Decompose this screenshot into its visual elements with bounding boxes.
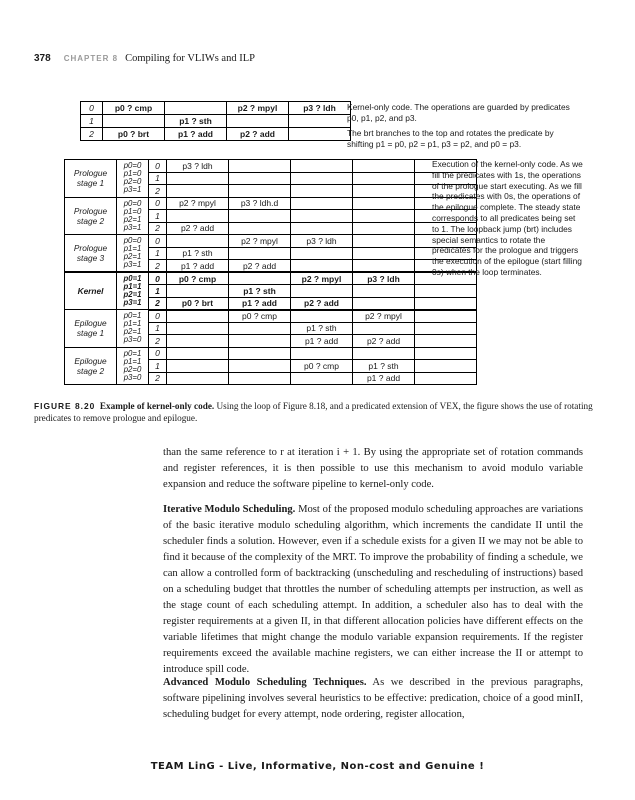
stage-row	[65, 272, 477, 285]
op-cell	[229, 272, 291, 285]
op-cell: p1 ? sth	[229, 285, 291, 298]
stage-label-line: stage 2	[76, 365, 105, 376]
predicate-value: p2=1	[123, 252, 142, 261]
op-cell: p1 ? add	[291, 335, 353, 348]
predicate-value: p0=1	[123, 348, 142, 358]
op-cell: p0 ? brt	[167, 297, 229, 310]
kernel-op-cell	[227, 115, 289, 128]
op-cell	[167, 285, 229, 298]
predicate-value: p3=1	[123, 259, 142, 269]
predicate-values	[117, 160, 149, 198]
predicate-value: p1=1	[123, 356, 142, 366]
stage-label-line: stage 2	[76, 215, 105, 226]
op-cell	[229, 247, 291, 260]
predicate-values	[117, 235, 149, 273]
op-cell: p2 ? mpyl	[167, 197, 229, 210]
op-cell	[229, 360, 291, 373]
cycle-index: 2	[149, 260, 167, 273]
predicate-value: p1=1	[123, 319, 142, 329]
cycle-index: 1	[149, 210, 167, 223]
op-cell	[353, 347, 415, 360]
predicate-value: p1=1	[123, 244, 142, 254]
kernel-op-cell	[103, 115, 165, 128]
cycle-index: 1	[149, 360, 167, 373]
stage-label	[65, 160, 117, 198]
op-cell	[353, 185, 415, 198]
cycle-index: 2	[149, 372, 167, 385]
stage-row	[65, 310, 477, 323]
op-cell	[415, 360, 477, 373]
stage-row	[65, 235, 477, 248]
kernel-op-cell: p1 ? sth	[165, 115, 227, 128]
stage-label	[65, 272, 117, 310]
note-execution: Execution of the kernel-only code. As we fill the predicates with 1s, the operations of the prologue start executing. As we fill the predicates with 0s, the operations of the epilogue complete. The steady state corresponds to all predicates being set to 1. The loopback jump (brt) includes special semantics to rotate the predicates for the prologue and triggers the execution of the epilogue (start filling 0s) when the loop terminates.	[432, 159, 583, 277]
op-cell	[229, 347, 291, 360]
stage-label-line: Prologue	[73, 168, 108, 179]
predicate-values	[117, 347, 149, 385]
op-cell	[291, 260, 353, 273]
stage-row	[65, 160, 477, 173]
predicate-value: p1=1	[123, 282, 142, 292]
op-cell	[353, 197, 415, 210]
op-cell: p2 ? mpyl	[291, 272, 353, 285]
stage-label-line: Epilogue	[74, 355, 107, 366]
op-cell	[167, 335, 229, 348]
op-cell: p2 ? mpyl	[229, 235, 291, 248]
running-head	[34, 53, 255, 64]
cycle-index: 1	[81, 115, 103, 128]
op-cell: p2 ? add	[353, 335, 415, 348]
paragraph-2-heading: Iterative Modulo Scheduling.	[163, 504, 296, 515]
op-cell: p1 ? add	[229, 297, 291, 310]
kernel-code-table	[80, 101, 351, 141]
stage-label-line: Prologue	[73, 205, 108, 216]
cycle-index: 0	[149, 197, 167, 210]
predicate-value: p2=1	[123, 290, 142, 299]
paragraph-3	[163, 675, 583, 723]
paragraph-2	[163, 502, 583, 678]
cycle-index: 0	[149, 310, 167, 323]
figure-caption-text: Using the loop of Figure 8.18, and a predicated extension of VEX, the figure shows the use of rotating predicates to remove prologue and epilogue.	[34, 401, 593, 423]
op-cell	[229, 335, 291, 348]
kernel-code-row	[81, 102, 351, 115]
op-cell	[167, 322, 229, 335]
stage-label-line: Kernel	[77, 286, 104, 296]
op-cell: p2 ? add	[291, 297, 353, 310]
stage-label-line: Prologue	[73, 243, 108, 253]
op-cell: p2 ? add	[229, 260, 291, 273]
cycle-index: 2	[149, 335, 167, 348]
stage-label-line: Epilogue	[74, 318, 107, 329]
op-cell	[415, 285, 477, 298]
op-cell	[415, 322, 477, 335]
predicate-value: p3=1	[123, 297, 142, 307]
predicate-value: p3=1	[123, 222, 142, 232]
op-cell: p2 ? add	[167, 222, 229, 235]
op-cell	[291, 310, 353, 323]
op-cell	[229, 372, 291, 385]
cycle-index: 1	[149, 285, 167, 298]
op-cell	[229, 172, 291, 185]
op-cell	[291, 247, 353, 260]
op-cell	[167, 185, 229, 198]
page-number: 378	[34, 53, 51, 64]
op-cell	[291, 160, 353, 173]
cycle-index: 1	[149, 172, 167, 185]
kernel-op-cell: p1 ? add	[165, 128, 227, 141]
op-cell	[167, 347, 229, 360]
op-cell	[353, 160, 415, 173]
stage-row	[65, 197, 477, 210]
stage-label	[65, 310, 117, 348]
predicate-value: p0=0	[123, 236, 142, 246]
kernel-code-row	[81, 115, 351, 128]
predicate-value: p3=0	[123, 372, 142, 382]
execution-table	[64, 159, 477, 385]
cycle-index: 0	[149, 347, 167, 360]
op-cell	[291, 347, 353, 360]
op-cell	[229, 160, 291, 173]
footer-watermark: TEAM LinG - Live, Informative, Non-cost and Genuine !	[150, 761, 485, 772]
kernel-op-cell: p0 ? cmp	[103, 102, 165, 115]
cycle-index: 1	[149, 247, 167, 260]
predicate-value: p0=0	[123, 198, 142, 208]
kernel-op-cell: p2 ? mpyl	[227, 102, 289, 115]
op-cell	[353, 260, 415, 273]
predicate-value: p0=1	[123, 311, 142, 321]
op-cell: p3 ? ldh	[167, 160, 229, 173]
op-cell	[291, 372, 353, 385]
cycle-index: 1	[149, 322, 167, 335]
kernel-op-cell	[289, 128, 351, 141]
stage-label-line: stage 1	[76, 178, 105, 189]
op-cell	[291, 185, 353, 198]
op-cell	[229, 210, 291, 223]
op-cell	[229, 222, 291, 235]
op-cell: p2 ? mpyl	[353, 310, 415, 323]
stage-row	[65, 347, 477, 360]
note-kernel-only: Kernel-only code. The operations are guarded by predicates p0, p1, p2, and p3.	[347, 102, 570, 124]
op-cell	[415, 297, 477, 310]
predicate-value: p3=1	[123, 185, 142, 195]
cycle-index: 0	[149, 235, 167, 248]
op-cell	[353, 247, 415, 260]
op-cell: p3 ? ldh	[353, 272, 415, 285]
op-cell	[167, 360, 229, 373]
op-cell	[353, 322, 415, 335]
kernel-op-cell	[289, 115, 351, 128]
op-cell	[167, 372, 229, 385]
paragraph-1: than the same reference to r at iteration i + 1. By using the appropriate set of rotation commands and register references, it is then possible to use this mechanism to avoid modulo variable expansion and reduce the software pipeline to kernel-only code.	[163, 447, 583, 490]
op-cell: p1 ? sth	[353, 360, 415, 373]
cycle-index: 0	[81, 102, 103, 115]
stage-label	[65, 235, 117, 273]
predicate-value: p2=1	[123, 327, 142, 337]
stage-label	[65, 347, 117, 385]
predicate-value: p2=0	[123, 177, 142, 187]
op-cell	[353, 172, 415, 185]
op-cell	[229, 185, 291, 198]
figure-label: FIGURE 8.20	[34, 401, 96, 411]
figure-title: Example of kernel-only code.	[99, 401, 215, 411]
cycle-index: 0	[149, 160, 167, 173]
op-cell	[167, 310, 229, 323]
paragraph-2-text: Most of the proposed modulo scheduling approaches are variations of the basic iterative modulo scheduling algorithm, which increments the candidate II until the scheduler finds a solution. However, even if a schedule exists for a given II we may not be able to find it because of the complexity of the MRT. To improve the probability of finding a schedule, we can allow a controlled form of backtracking (unscheduling and rescheduling of instructions) based on a scheduling budget that throttles the number of scheduling attempts per instruction, as well as the stage count of each scheduling attempt. In addition, a scheduler also has to deal with the register requirements at a given II, in that different allocation policies have different effects on the variable lifetimes that might change the modulo variable expansion requirements. If the register requirements exceed the available machine registers, we can either increase the II or attempt to introduce spill code.	[163, 504, 584, 675]
op-cell	[353, 297, 415, 310]
op-cell: p0 ? cmp	[167, 272, 229, 285]
kernel-code-row	[81, 128, 351, 141]
op-cell	[415, 372, 477, 385]
op-cell	[229, 322, 291, 335]
paragraph-3-heading: Advanced Modulo Scheduling Techniques.	[163, 677, 367, 688]
op-cell: p0 ? cmp	[229, 310, 291, 323]
stage-label	[65, 197, 117, 235]
cycle-index: 2	[149, 222, 167, 235]
op-cell	[353, 222, 415, 235]
predicate-values	[117, 310, 149, 348]
predicate-value: p1=0	[123, 206, 142, 216]
predicate-value: p0=1	[123, 274, 142, 284]
kernel-op-cell: p3 ? ldh	[289, 102, 351, 115]
op-cell: p3 ? ldh	[291, 235, 353, 248]
figure-caption	[34, 400, 594, 424]
op-cell	[167, 235, 229, 248]
op-cell: p0 ? cmp	[291, 360, 353, 373]
op-cell	[353, 235, 415, 248]
predicate-value: p2=1	[123, 214, 142, 224]
cycle-index: 2	[81, 128, 103, 141]
chapter-title: Compiling for VLIWs and ILP	[125, 53, 255, 64]
predicate-value: p1=0	[123, 169, 142, 179]
op-cell	[291, 222, 353, 235]
op-cell: p1 ? sth	[167, 247, 229, 260]
kernel-op-cell	[165, 102, 227, 115]
predicate-value: p2=0	[123, 364, 142, 374]
predicate-value: p0=0	[123, 161, 142, 171]
paragraph-3-text: As we described in the previous paragraphs, software pipelining involves several heuristics to be effective: predication, choice of a good minII, scheduling budget for every attempt, node ordering, register allocation,	[163, 677, 583, 720]
op-cell	[415, 310, 477, 323]
op-cell	[291, 210, 353, 223]
op-cell: p1 ? sth	[291, 322, 353, 335]
op-cell	[167, 172, 229, 185]
op-cell	[291, 285, 353, 298]
predicate-value: p3=0	[123, 335, 142, 345]
op-cell	[353, 285, 415, 298]
op-cell	[353, 210, 415, 223]
op-cell	[291, 172, 353, 185]
cycle-index: 0	[149, 272, 167, 285]
stage-label-line: stage 3	[76, 253, 105, 263]
op-cell	[167, 210, 229, 223]
kernel-op-cell: p0 ? brt	[103, 128, 165, 141]
cycle-index: 2	[149, 185, 167, 198]
op-cell	[415, 335, 477, 348]
op-cell: p1 ? add	[167, 260, 229, 273]
op-cell	[415, 347, 477, 360]
op-cell: p1 ? add	[353, 372, 415, 385]
stage-label-line: stage 1	[76, 328, 105, 339]
predicate-values	[117, 272, 149, 310]
kernel-op-cell: p2 ? add	[227, 128, 289, 141]
note-brt: The brt branches to the top and rotates the predicate by shifting p1 = p0, p2 = p1, p3 = p2, and p0 = p3.	[347, 128, 554, 150]
cycle-index: 2	[149, 297, 167, 310]
chapter-label: CHAPTER 8	[63, 54, 119, 63]
op-cell	[291, 197, 353, 210]
predicate-values	[117, 197, 149, 235]
op-cell: p3 ? ldh.d	[229, 197, 291, 210]
